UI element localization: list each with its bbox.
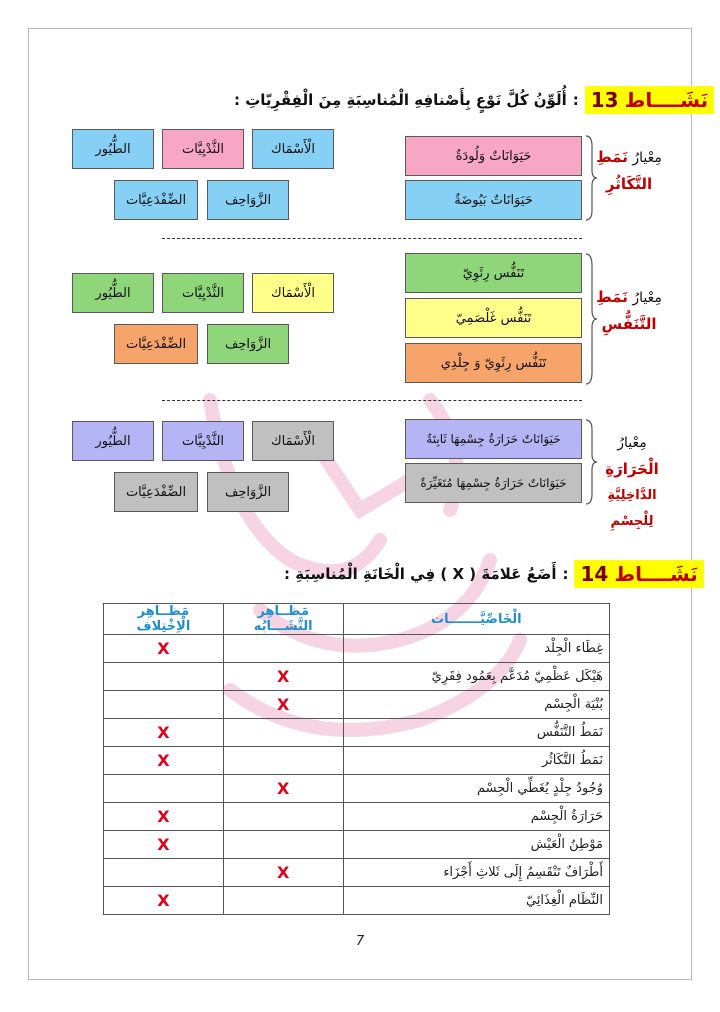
difference-cell[interactable]: X <box>104 719 224 747</box>
table-row <box>104 635 610 663</box>
criterion-respiration <box>594 284 664 337</box>
criterion-keyword: نَمَطِ <box>596 148 628 166</box>
criterion-keyword-2: التَّنَفُّسِ <box>601 315 657 333</box>
category-box[interactable]: تَنَفُّس رِئَوِيّ وَ جِلْدِي <box>405 343 582 383</box>
activity14-heading: نَشَــــاط 14 : أَضَعُ عَلامَةَ ( X ) فِي الْخَانَةِ الْمُناسِبَةِ : <box>284 560 704 588</box>
header-difference: مَظَــاهِر الْاِخْتِلاف <box>104 604 224 635</box>
class-box-amphibians[interactable]: الضِّفْدَعِيَّات <box>114 472 198 512</box>
table-row <box>104 719 610 747</box>
criterion-keyword: نَمَطِ <box>596 288 628 306</box>
property-cell: وُجُودُ جِلْدٍ يُغَطِّي الْجِسْم <box>343 775 609 803</box>
properties-table <box>103 603 610 915</box>
property-cell: نَمَطُ التَّكَاثُر <box>343 747 609 775</box>
similarity-cell[interactable] <box>223 635 343 663</box>
activity13-badge-number: 13 <box>590 88 619 112</box>
criterion-label: مِعْيارُ <box>617 435 647 451</box>
header-similarity: مَظَــاهِر التَّشَـــابُه <box>223 604 343 635</box>
class-box-amphibians[interactable]: الضِّفْدَعِيَّات <box>114 180 198 220</box>
criterion-temperature <box>592 430 672 535</box>
similarity-cell[interactable]: X <box>223 859 343 887</box>
criterion-reproduction <box>594 144 664 197</box>
difference-cell[interactable] <box>104 663 224 691</box>
activity13-badge-word: نَشَــــاط <box>624 88 709 112</box>
class-box-birds[interactable]: الطُّيُور <box>72 273 154 313</box>
class-box-fish[interactable]: الْأَسْمَاك <box>252 273 334 313</box>
similarity-cell[interactable] <box>223 747 343 775</box>
difference-cell[interactable]: X <box>104 747 224 775</box>
table-row <box>104 803 610 831</box>
property-cell: النِّظَام الْغِذَائِيّ <box>343 887 609 915</box>
section-divider <box>162 238 582 239</box>
class-box-fish[interactable]: الْأَسْمَاك <box>252 129 334 169</box>
property-cell: نَمَطُ التَّنَفُّس <box>343 719 609 747</box>
activity14-instruction: أَضَعُ عَلامَةَ ( X ) فِي الْخَانَةِ الْمُناسِبَةِ : <box>284 565 557 583</box>
category-box[interactable]: حَيَوَانَاتٌ حَرَارَةُ جِسْمِهَا مُتَغَيِّرَةٌ <box>405 463 582 503</box>
criterion-label: مِعْيارُ <box>632 150 662 166</box>
activity14-badge-word: نَشَــــاط <box>614 562 698 586</box>
class-box-mammals[interactable]: الثَّدْيِيَّات <box>162 129 244 169</box>
property-cell: أَطْرَافٌ تَنْقَسِمُ إِلَى ثَلاثِ أَجْزَاء <box>343 859 609 887</box>
property-cell: غِطَاء الْجِلْد <box>343 635 609 663</box>
criterion-label: مِعْيارُ <box>632 290 662 306</box>
table-row <box>104 775 610 803</box>
similarity-cell[interactable] <box>223 887 343 915</box>
class-box-birds[interactable]: الطُّيُور <box>72 421 154 461</box>
similarity-cell[interactable] <box>223 831 343 859</box>
category-box[interactable]: تَنَفُّس غَلْصَمِيّ <box>405 298 582 338</box>
activity13-badge <box>585 86 714 114</box>
difference-cell[interactable] <box>104 859 224 887</box>
similarity-cell[interactable] <box>223 719 343 747</box>
difference-cell[interactable]: X <box>104 831 224 859</box>
category-box[interactable]: حَيَوَانَاتٌ وَلُودَةٌ <box>405 136 582 176</box>
brace-icon <box>584 418 598 506</box>
class-box-reptiles[interactable]: الزَّوَاحِف <box>207 324 289 364</box>
class-box-mammals[interactable]: الثَّدْيِيَّات <box>162 273 244 313</box>
property-cell: بُنْيَة الْجِسْم <box>343 691 609 719</box>
property-cell: هَيْكَل عَظْمِيّ مُدَعَّم بِعَمُود فِقَرِيّ <box>343 663 609 691</box>
table-row <box>104 747 610 775</box>
header-properties: الْخَاصِّيَّـــــــات <box>343 604 609 635</box>
class-box-amphibians[interactable]: الضِّفْدَعِيَّات <box>114 324 198 364</box>
difference-cell[interactable]: X <box>104 887 224 915</box>
difference-cell[interactable]: X <box>104 635 224 663</box>
property-cell: مَوْطِنُ الْعَيْش <box>343 831 609 859</box>
criterion-keyword-2: الدَّاخِلِيَّةِ لِلْجِسْمِ <box>607 488 657 529</box>
table-row <box>104 663 610 691</box>
table-row <box>104 691 610 719</box>
activity13-heading: نَشَــــاط 13 : أُلَوِّنُ كُلَّ نَوْعٍ بِأَصْنافِهِ الْمُناسِبَةِ مِنَ الْفِقْرِيّاتِ : <box>234 86 714 114</box>
criterion-keyword: الْحَرَارَةِ <box>605 460 659 478</box>
similarity-cell[interactable]: X <box>223 775 343 803</box>
difference-cell[interactable] <box>104 775 224 803</box>
property-cell: حَرَارَةُ الْجِسْم <box>343 803 609 831</box>
class-box-reptiles[interactable]: الزَّوَاحِف <box>207 180 289 220</box>
activity14-badge-number: 14 <box>580 562 609 586</box>
page-number: 7 <box>355 934 365 949</box>
table-row <box>104 831 610 859</box>
class-box-mammals[interactable]: الثَّدْيِيَّات <box>162 421 244 461</box>
table-header-row <box>104 604 610 635</box>
difference-cell[interactable]: X <box>104 803 224 831</box>
difference-cell[interactable] <box>104 691 224 719</box>
brace-icon <box>584 252 598 386</box>
similarity-cell[interactable] <box>223 803 343 831</box>
similarity-cell[interactable]: X <box>223 691 343 719</box>
category-box[interactable]: حَيَوَانَاتٌ بَيُوضَةٌ <box>405 180 582 220</box>
class-box-reptiles[interactable]: الزَّوَاحِف <box>207 472 289 512</box>
category-box[interactable]: حَيَوَانَاتٌ حَرَارَةُ جِسْمِهَا ثَابِتَةٌ <box>405 419 582 459</box>
class-box-fish[interactable]: الْأَسْمَاك <box>252 421 334 461</box>
category-box[interactable]: تَنَفُّس رِئَوِيّ <box>405 253 582 293</box>
section-divider <box>162 400 582 401</box>
class-box-birds[interactable]: الطُّيُور <box>72 129 154 169</box>
activity14-badge <box>574 560 703 588</box>
activity13-instruction: أُلَوِّنُ كُلَّ نَوْعٍ بِأَصْنافِهِ الْمُناسِبَةِ مِنَ الْفِقْرِيّاتِ : <box>234 91 567 109</box>
similarity-cell[interactable]: X <box>223 663 343 691</box>
table-row <box>104 859 610 887</box>
criterion-keyword-2: التَّكَاثُرِ <box>605 175 653 193</box>
table-row <box>104 887 610 915</box>
brace-icon <box>584 134 598 222</box>
